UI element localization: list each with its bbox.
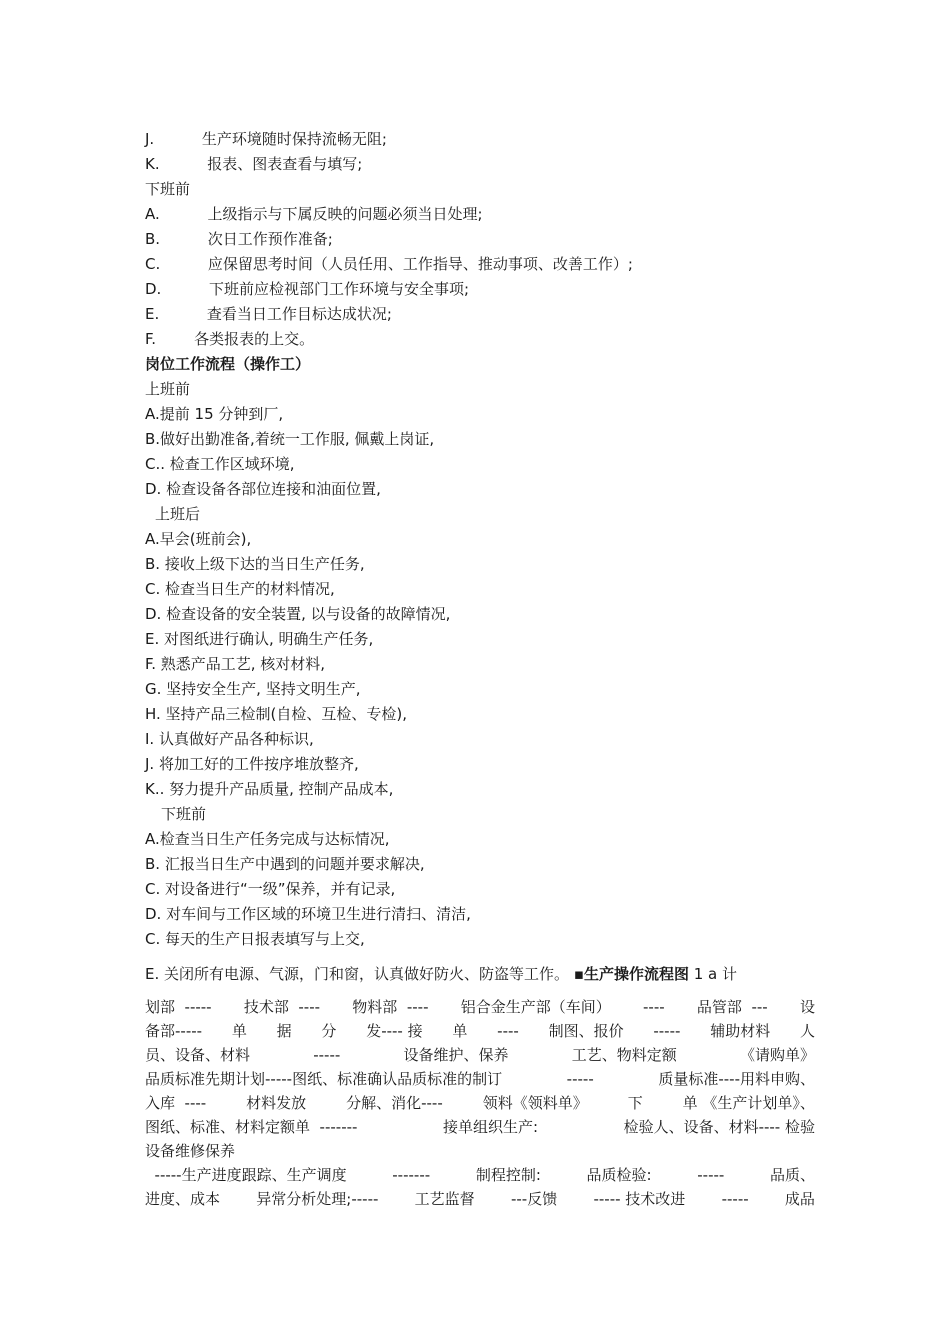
list-item: K.. 努力提升产品质量, 控制产品成本,	[145, 780, 394, 798]
flowchart-segment: ----	[497, 1022, 519, 1040]
flowchart-segment: 分	[321, 1022, 337, 1040]
list-item: D. 下班前应检视部门工作环境与安全事项;	[145, 280, 470, 298]
flowchart-segment: 接单组织生产:	[442, 1118, 539, 1136]
flowchart-segment: 物料部 ----	[352, 998, 429, 1016]
flowchart-segment: ---反馈	[510, 1190, 558, 1208]
list-item: F. 各类报表的上交。	[145, 330, 315, 348]
list-item: I. 认真做好产品各种标识,	[145, 730, 314, 748]
flowchart-segment: 单	[452, 1022, 468, 1040]
flowchart-segment: 设备维护、保养	[403, 1046, 509, 1064]
list-item: C. 检查当日生产的材料情况,	[145, 580, 335, 598]
list-item: G. 坚持安全生产, 坚持文明生产,	[145, 680, 361, 698]
list-item: K. 报表、图表查看与填写;	[145, 155, 363, 173]
flowchart-segment: 领料《领料单》	[482, 1094, 588, 1112]
list-item: J. 生产环境随时保持流畅无阻;	[145, 130, 387, 148]
flowchart-segment: 划部 -----	[145, 998, 212, 1016]
list-item: 下班前	[145, 180, 191, 198]
flowchart-line	[145, 1067, 815, 1091]
list-item: A.检查当日生产任务完成与达标情况,	[145, 830, 390, 848]
operator-end-label: 下班前	[161, 805, 207, 823]
closing-text: E. 关闭所有电源、气源，门和窗，认真做好防火、防盗等工作。	[145, 965, 574, 983]
closing-paragraph	[145, 962, 815, 987]
flowchart-segment: -----	[313, 1046, 341, 1064]
flowchart-line	[145, 1019, 815, 1043]
flowchart-segment: 检验人、设备、材料---- 检验	[623, 1118, 815, 1136]
list-item: D. 检查设备的安全装置, 以与设备的故障情况,	[145, 605, 451, 623]
closing-tail: 1 a 计	[688, 965, 738, 983]
operator-end-list	[145, 827, 815, 952]
list-item: C. 应保留思考时间（人员任用、工作指导、推动事项、改善工作）;	[145, 255, 633, 273]
flowchart-segment: 单	[231, 1022, 247, 1040]
list-item: E. 对图纸进行确认, 明确生产任务,	[145, 630, 374, 648]
flowchart-line	[145, 1187, 815, 1211]
flowchart-segment: 工艺监督	[414, 1190, 475, 1208]
flowchart-segment: 单 《生产计划单》、	[682, 1094, 815, 1112]
flowchart-segment: -----	[566, 1070, 594, 1088]
list-item: B. 汇报当日生产中遇到的问题并要求解决,	[145, 855, 425, 873]
flowchart-segment: 品质、	[769, 1166, 815, 1184]
list-item: B.做好出勤准备,着统一工作服, 佩戴上岗证,	[145, 430, 435, 448]
document-body	[145, 127, 815, 1211]
flowchart-segment: -----生产进度跟踪、生产调度	[145, 1166, 347, 1184]
flowchart-segment: 设备维修保养	[145, 1142, 236, 1160]
flowchart-segment: 工艺、物料定额	[571, 1046, 677, 1064]
flowchart-segment: 图纸、标准、材料定额单 -------	[145, 1118, 358, 1136]
flowchart-segment: 进度、成本	[145, 1190, 221, 1208]
flowchart-segment: 备部-----	[145, 1022, 203, 1040]
flowchart-segment: 异常分析处理;-----	[256, 1190, 379, 1208]
flowchart-line	[145, 1139, 815, 1163]
operator-before-list	[145, 402, 815, 502]
flowchart-segment: 铝合金生产部（车间）	[460, 998, 611, 1016]
production-flowchart-text	[145, 995, 815, 1211]
flowchart-segment: 设	[799, 998, 815, 1016]
flowchart-segment: 发---- 接	[366, 1022, 423, 1040]
flowchart-segment: 品质检验:	[586, 1166, 652, 1184]
flowchart-segment: -----	[721, 1190, 749, 1208]
list-item: A.早会(班前会),	[145, 530, 252, 548]
flowchart-line	[145, 1163, 815, 1187]
flowchart-title: ▪生产操作流程图	[573, 965, 689, 983]
list-item: A. 上级指示与下属反映的问题必须当日处理;	[145, 205, 483, 223]
flowchart-segment: 成品	[784, 1190, 815, 1208]
flowchart-segment: 质量标准----用料申购、	[658, 1070, 815, 1088]
operator-section-title: 岗位工作流程（操作工）	[145, 355, 311, 373]
list-item: F. 熟悉产品工艺, 核对材料,	[145, 655, 326, 673]
flowchart-segment: 品质标准先期计划-----图纸、标准确认品质标准的制订	[145, 1070, 503, 1088]
manager-tail-list	[145, 127, 815, 352]
list-item: H. 坚持产品三检制(自检、互检、专检),	[145, 705, 408, 723]
flowchart-segment: -----	[697, 1166, 725, 1184]
flowchart-segment: 品管部 ---	[696, 998, 768, 1016]
flowchart-segment: 《请购单》	[739, 1046, 815, 1064]
flowchart-segment: 员、设备、材料	[145, 1046, 251, 1064]
flowchart-segment: 人	[799, 1022, 815, 1040]
list-item: C. 每天的生产日报表填写与上交,	[145, 930, 365, 948]
list-item: A.提前 15 分钟到厂,	[145, 405, 284, 423]
list-item: B. 次日工作预作准备;	[145, 230, 333, 248]
flowchart-segment: -------	[392, 1166, 431, 1184]
flowchart-segment: 辅助材料	[710, 1022, 771, 1040]
flowchart-segment: 分解、消化----	[346, 1094, 443, 1112]
list-item: J. 将加工好的工件按序堆放整齐,	[145, 755, 359, 773]
operator-before-label: 上班前	[145, 380, 191, 398]
flowchart-segment: 下	[627, 1094, 643, 1112]
operator-after-label: 上班后	[155, 505, 201, 523]
flowchart-line	[145, 995, 815, 1019]
list-item: E. 查看当日工作目标达成状况;	[145, 305, 392, 323]
flowchart-line	[145, 1115, 815, 1139]
flowchart-segment: 入库 ----	[145, 1094, 207, 1112]
flowchart-line	[145, 1091, 815, 1115]
list-item: D. 对车间与工作区域的环境卫生进行清扫、清洁,	[145, 905, 471, 923]
flowchart-segment: -----	[653, 1022, 681, 1040]
list-item: B. 接收上级下达的当日生产任务,	[145, 555, 365, 573]
flowchart-segment: ----	[643, 998, 665, 1016]
flowchart-segment: ----- 技术改进	[593, 1190, 686, 1208]
list-item: C.. 检查工作区域环境,	[145, 455, 295, 473]
list-item: C. 对设备进行“一级”保养，并有记录,	[145, 880, 396, 898]
flowchart-segment: 制程控制:	[475, 1166, 541, 1184]
flowchart-segment: 据	[276, 1022, 292, 1040]
flowchart-line	[145, 1043, 815, 1067]
flowchart-segment: 技术部 ----	[243, 998, 321, 1016]
operator-after-list	[145, 527, 815, 802]
list-item: D. 检查设备各部位连接和油面位置,	[145, 480, 381, 498]
flowchart-segment: 制图、报价	[548, 1022, 624, 1040]
flowchart-segment: 材料发放	[246, 1094, 307, 1112]
